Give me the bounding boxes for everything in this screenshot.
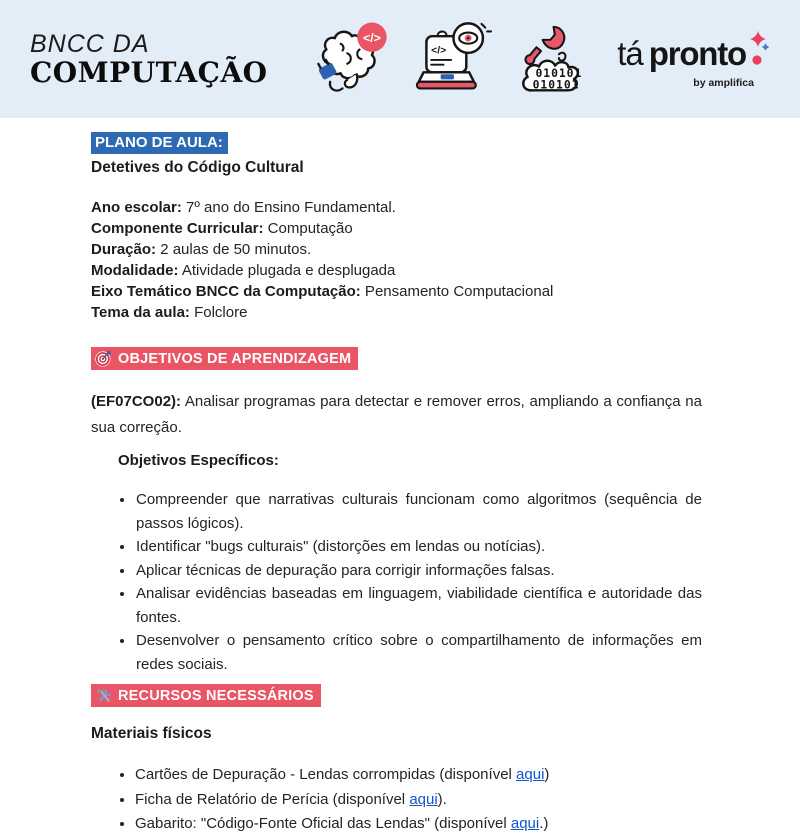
list-item: • Ficha de Relatório de Perícia (disponível aqui). bbox=[135, 788, 702, 813]
aqui-link[interactable]: aqui bbox=[510, 815, 540, 832]
code-glyph: </> bbox=[363, 30, 382, 45]
lesson-plan-document bbox=[0, 132, 800, 837]
screen-code-glyph: </> bbox=[431, 45, 447, 57]
list-item: • Desenvolver o pensamento crítico sobre o compartilhamento de informações em redes sociais. bbox=[135, 629, 702, 676]
binary-line1: 010101 bbox=[535, 66, 583, 81]
materiais-fisicos-heading: Materiais físicos bbox=[91, 725, 212, 742]
skill-paragraph: (EF07CO02): Analisar programas para detectar e remover erros, ampliando a confiança na sua correção. bbox=[91, 393, 702, 436]
header bbox=[0, 0, 800, 118]
list-item: • Cartões de Depuração - Lendas corrompidas (disponível aqui) bbox=[135, 763, 702, 788]
tapronto-ta: tá bbox=[617, 35, 643, 72]
objetivos-especificos-heading: Objetivos Específicos: bbox=[118, 452, 279, 469]
wrench-binary-icon bbox=[517, 22, 597, 96]
materiais-list bbox=[118, 763, 702, 837]
list-item: • Identificar "bugs culturais" (distorções em lendas ou notícias). bbox=[135, 535, 702, 559]
meta-modalidade: Modalidade: Atividade plugada e desplugada bbox=[91, 262, 396, 279]
meta-eixo-tematico: Eixo Temático BNCC da Computação: Pensamento Computacional bbox=[91, 283, 554, 300]
target-icon bbox=[95, 350, 112, 367]
hammer-wrench-icon bbox=[95, 687, 112, 704]
meta-duracao: Duração: 2 aulas de 50 minutos. bbox=[91, 241, 312, 258]
section-heading-recursos: RECURSOS NECESSÁRIOS bbox=[91, 684, 321, 707]
list-item: • Aplicar técnicas de depuração para corrigir informações falsas. bbox=[135, 559, 702, 583]
tapronto-logo bbox=[617, 29, 770, 89]
list-item: • Compreender que narrativas culturais funcionam como algoritmos (sequência de passos lógicos). bbox=[135, 488, 702, 535]
list-item: • Analisar evidências baseadas em linguagem, viabilidade científica e autoridade das fontes. bbox=[135, 582, 702, 629]
lesson-meta bbox=[91, 197, 702, 323]
lesson-title: Detetives do Código Cultural bbox=[91, 159, 304, 176]
section-heading-objetivos: OBJETIVOS DE APRENDIZAGEM bbox=[91, 347, 358, 370]
aqui-link[interactable]: aqui bbox=[409, 790, 438, 808]
plan-title-badge: PLANO DE AULA: bbox=[91, 132, 228, 154]
meta-tema: Tema da aula: Folclore bbox=[91, 304, 248, 321]
tapronto-pronto: pronto bbox=[648, 35, 746, 72]
meta-componente: Componente Curricular: Computação bbox=[91, 220, 353, 237]
brain-plug-icon bbox=[315, 20, 389, 98]
meta-ano-escolar: Ano escolar: 7º ano do Ensino Fundamental. bbox=[91, 199, 396, 216]
header-illustrations bbox=[315, 20, 597, 98]
tapronto-sparkles-icon bbox=[748, 29, 770, 76]
skill-code: (EF07CO02): bbox=[91, 393, 182, 410]
objetivos-list bbox=[118, 488, 702, 676]
bncc-computacao-logo bbox=[30, 29, 268, 89]
tapronto-byline: by amplifica bbox=[693, 77, 754, 89]
binary-line2: 010101 bbox=[533, 77, 580, 92]
bncc-logo-line1: BNCC DA bbox=[30, 29, 150, 58]
list-item: • Gabarito: "Código-Fonte Oficial das Lendas" (disponível aqui.) bbox=[135, 812, 702, 837]
laptop-inspect-icon bbox=[415, 21, 491, 97]
bncc-logo-line2: COMPUTAÇÃO bbox=[30, 55, 268, 89]
aqui-link[interactable]: aqui bbox=[516, 766, 545, 783]
